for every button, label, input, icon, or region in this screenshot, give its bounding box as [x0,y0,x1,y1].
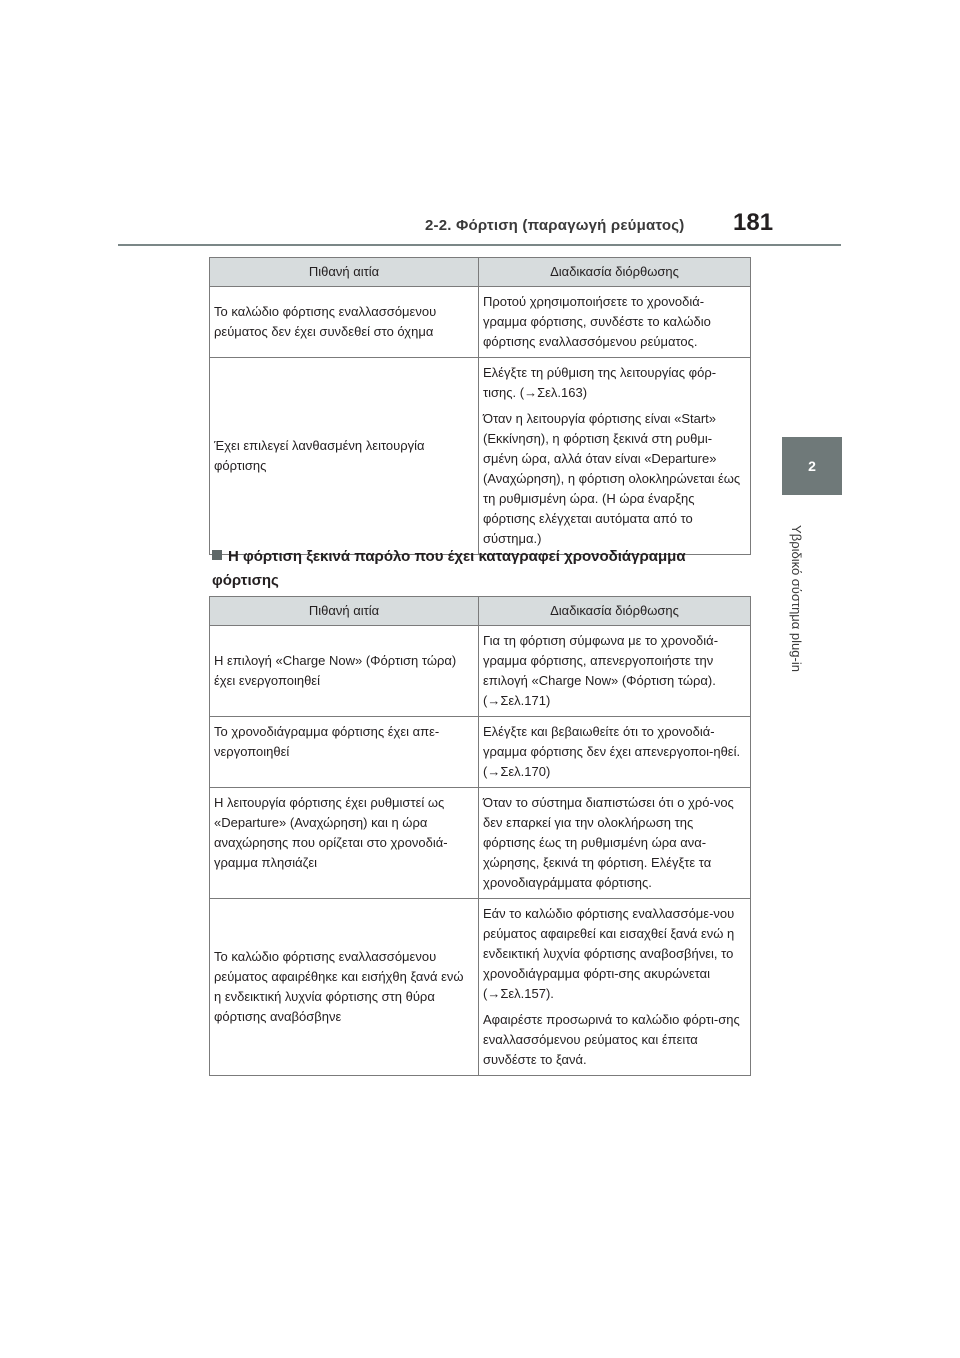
remedy-paragraph: Όταν η λειτουργία φόρτισης είναι «Start» (Εκκίνηση), η φόρτιση ξεκινά στη ρυθμι-σμένη ώρα, αλλά όταν είναι «Departure» (Αναχώρηση), η φόρτιση ολοκληρώνεται έως τη ρυθμισμένη ώρα. (Η ώρα έναρξης φόρτισης ελέγχεται αυτόματα από το σύστημα.) [483,411,741,546]
remedy-cell [479,717,751,788]
section-header-title: 2-2. Φόρτιση (παραγωγή ρεύματος) [425,217,685,234]
table-row [210,717,751,788]
remedy-paragraph: Ελέγξτε τη ρύθμιση της λειτουργίας φόρ-τισης. (→Σελ.163) [483,365,717,400]
cause-cell: Το καλώδιο φόρτισης εναλλασσόμενου ρεύματος αφαιρέθηκε και εισήχθη ξανά ενώ η ενδεικτική λυχνία φόρτισης στη θύρα φόρτισης αναβόσβηνε [210,899,479,1076]
table-row [210,626,751,717]
remedy-paragraph: Όταν το σύστημα διαπιστώσει ότι ο χρό-νος δεν επαρκεί για την ολοκλήρωση της φόρτισης έως τη ρυθμισμένη ώρα ανα-χώρησης, ξεκινά τη φόρτιση. Ελέγξτε τα χρονοδιαγράμματα φόρτισης. [483,795,734,890]
header-divider [118,244,841,246]
section-heading-line-2: φόρτισης [212,572,279,589]
cause-cell: Το χρονοδιάγραμμα φόρτισης έχει απε-νεργοποιηθεί [210,717,479,788]
remedy-paragraph: Ελέγξτε και βεβαιωθείτε ότι το χρονοδιά-γραμμα φόρτισης δεν έχει απενεργοποι-ηθεί. (→Σελ.170) [483,724,741,779]
remedy-paragraph: Αφαιρέστε προσωρινά το καλώδιο φόρτι-σης εναλλασσόμενου ρεύματος και έπειτα συνδέστε το ξανά. [483,1012,740,1067]
remedy-cell [479,287,751,358]
chapter-side-label-container [783,508,809,688]
remedy-cell [479,788,751,899]
remedy-paragraph: Για τη φόρτιση σύμφωνα με το χρονοδιά-γραμμα φόρτισης, απενεργοποιήστε την επιλογή «Charge Now» (Φόρτιση τώρα). (→Σελ.171) [483,633,719,708]
column-header-cause: Πιθανή αιτία [210,258,479,287]
remedy-cell [479,899,751,1076]
remedy-cell [479,358,751,555]
table-row [210,788,751,899]
table-row [210,899,751,1076]
column-header-remedy: Διαδικασία διόρθωσης [479,597,751,626]
table-row [210,358,751,555]
troubleshooting-table-1 [209,257,751,555]
table-row [210,287,751,358]
chapter-tab [782,437,842,495]
cause-cell: Η επιλογή «Charge Now» (Φόρτιση τώρα) έχει ενεργοποιηθεί [210,626,479,717]
cause-cell: Το καλώδιο φόρτισης εναλλασσόμενου ρεύματος δεν έχει συνδεθεί στο όχημα [210,287,479,358]
column-header-remedy: Διαδικασία διόρθωσης [479,258,751,287]
column-header-cause: Πιθανή αιτία [210,597,479,626]
section-heading-line-1: Η φόρτιση ξεκινά παρόλο που έχει καταγραφεί χρονοδιάγραμμα [228,548,686,565]
page-number: 181 [733,209,774,236]
remedy-cell [479,626,751,717]
troubleshooting-table-2 [209,596,751,1076]
chapter-number: 2 [808,458,816,474]
remedy-paragraph: Προτού χρησιμοποιήσετε το χρονοδιά-γραμμα φόρτισης, συνδέστε το καλώδιο φόρτισης εναλλασσόμενου ρεύματος. [483,294,711,349]
remedy-paragraph: Εάν το καλώδιο φόρτισης εναλλασσόμε-νου ρεύματος αφαιρεθεί και εισαχθεί ξανά ενώ η ενδεικτική λυχνία φόρτισης αναβοσβήνει, το χρονοδιάγραμμα φόρτι-σης ακυρώνεται (→Σελ.157). [483,906,735,1001]
square-bullet-icon [212,550,222,560]
cause-cell: Η λειτουργία φόρτισης έχει ρυθμιστεί ως «Departure» (Αναχώρηση) και η ώρα αναχώρησης που ορίζεται στο χρονοδιά-γραμμα πλησιάζει [210,788,479,899]
section-heading [212,545,752,593]
cause-cell: Έχει επιλεγεί λανθασμένη λειτουργία φόρτισης [210,358,479,555]
chapter-side-label: Υβριδικό σύστημα plug-in [788,524,804,672]
